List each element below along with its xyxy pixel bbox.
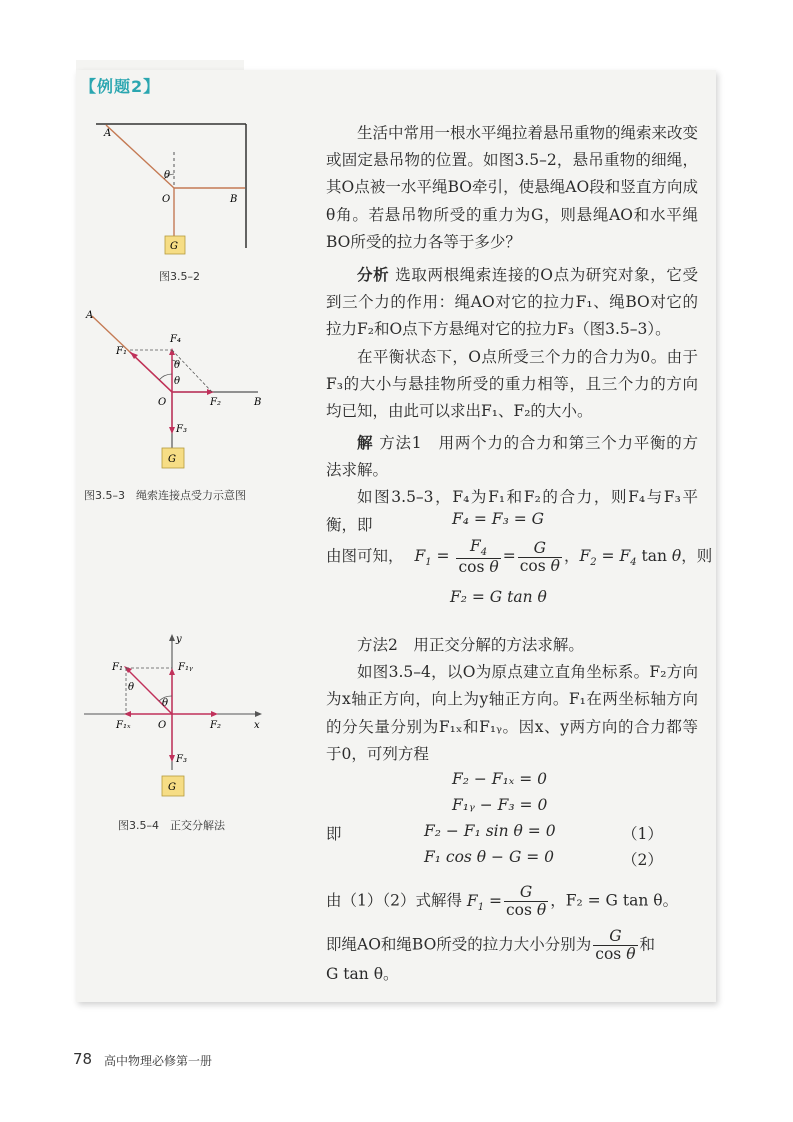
result-prefix: 由（1）（2）式解得 bbox=[326, 891, 462, 910]
label-o: O bbox=[158, 720, 167, 731]
equation-f2-gtan: F₂ = G tan θ bbox=[450, 588, 547, 606]
force-arrow-f4-head bbox=[169, 348, 175, 355]
label-f3: F₃ bbox=[176, 754, 187, 765]
force-arrow-f3-head bbox=[169, 427, 175, 434]
eq2-prefix: 由图可知， bbox=[326, 547, 404, 566]
label-f2: F₂ bbox=[210, 397, 221, 408]
label-theta: θ bbox=[162, 698, 169, 709]
figure-3-5-3-caption: 图3.5–3 绳索连接点受力示意图 bbox=[84, 489, 246, 502]
analysis-text-1: 选取两根绳索连接的O点为研究对象，它受到三个力的作用：绳AO对它的拉力F₁、绳BO对它的拉力F₂和O点下方悬绳对它的拉力F₃（图3.5–3）。 bbox=[326, 266, 698, 339]
label-f1x: F₁ₓ bbox=[116, 720, 131, 731]
label-b: B bbox=[254, 397, 262, 408]
force-arrow-f1y-head bbox=[169, 668, 175, 675]
conclusion-prefix: 即绳AO和绳BO所受的拉力大小分别为 bbox=[326, 935, 592, 954]
label-x: x bbox=[254, 720, 260, 731]
result-mid: ，F₂ = G tan θ。 bbox=[550, 891, 679, 910]
conclusion-line: 即绳AO和绳BO所受的拉力大小分别为 $\frac{G}{\text{cos θ}}$ 和 bbox=[326, 927, 656, 964]
ji-label: 即 bbox=[326, 825, 342, 843]
analysis-text-2: 在平衡状态下，O点所受三个力的合力为0。由于F₃的大小与悬挂物所受的重力相等，且三个力的方向均已知，由此可以求出F₁、F₂的大小。 bbox=[326, 347, 698, 421]
label-g: G bbox=[168, 782, 176, 793]
label-y: y bbox=[176, 634, 182, 645]
solution-method1 bbox=[326, 430, 698, 484]
label-a: A bbox=[104, 128, 112, 139]
y-axis-head bbox=[169, 634, 175, 641]
result-line: 由（1）（2）式解得 $F_1$ = $\frac{G}{\text{cos θ}}$ ，F₂ = G tan θ。 bbox=[326, 883, 679, 920]
x-axis-head bbox=[255, 711, 262, 717]
theta-arc-lower bbox=[159, 374, 172, 380]
figure-3-5-4-caption: 图3.5–4 正交分解法 bbox=[118, 819, 225, 832]
system-eq-2: F₁ᵧ − F₃ = 0 bbox=[452, 796, 548, 814]
eq2-comma: ， bbox=[563, 547, 580, 566]
label-theta-left: θ bbox=[128, 682, 135, 693]
conclusion-end: G tan θ。 bbox=[326, 965, 399, 983]
label-theta-lower: θ bbox=[174, 376, 181, 387]
analysis-keyword: 分析 bbox=[357, 266, 390, 284]
method1-line1: 如图3.5–3，F₄为F₁和F₂的合力，则F₄与F₃平衡，即 bbox=[326, 488, 698, 534]
equation-f1-f2: 由图可知， $F_1$ = $\frac{F_4}{\text{cos θ}}$ = $\frac{G}{\text{cos θ}}$ ，$F_2 = F_4$ tan θ，则 bbox=[326, 537, 713, 577]
eq2-suffix: ，则 bbox=[681, 547, 713, 566]
system-eq-1: F₂ − F₁ₓ = 0 bbox=[452, 770, 547, 788]
force-arrow-f1x-head bbox=[124, 711, 131, 717]
example-title: 【例题2】 bbox=[80, 77, 161, 96]
system-eq-3-tag: （1） bbox=[622, 825, 663, 843]
label-o: O bbox=[158, 397, 167, 408]
label-f1y: F₁ᵧ bbox=[178, 662, 193, 673]
label-theta: θ bbox=[164, 170, 171, 181]
label-g: G bbox=[170, 241, 178, 252]
label-a: A bbox=[86, 310, 94, 321]
solution-method2-block bbox=[326, 632, 698, 768]
force-arrow-f1 bbox=[130, 352, 172, 392]
figure-3-5-2-caption: 图3.5–2 bbox=[159, 270, 200, 283]
label-f1: F₁ bbox=[116, 346, 127, 357]
solution-keyword: 解 bbox=[357, 434, 374, 452]
label-f2: F₂ bbox=[210, 720, 221, 731]
force-arrow-f3-head bbox=[169, 755, 175, 762]
label-o: O bbox=[162, 194, 171, 205]
system-eq-4-tag: （2） bbox=[622, 851, 663, 869]
figure-3-5-2 bbox=[90, 116, 260, 266]
method2-line: 如图3.5–4，以O为原点建立直角坐标系。F₂方向为x轴正方向，向上为y轴正方向。F₁在两坐标轴方向的分矢量分别为F₁ₓ和F₁ᵧ。因x、y两方向的合力都等于0，可列方程 bbox=[326, 663, 698, 763]
figure-3-5-3 bbox=[84, 304, 274, 480]
figure-3-5-4 bbox=[82, 630, 268, 802]
label-f4: F₄ bbox=[170, 334, 181, 345]
page-number: 78 bbox=[73, 1050, 93, 1068]
problem-block bbox=[326, 120, 698, 256]
analysis-paragraph-1 bbox=[326, 262, 698, 344]
book-title: 高中物理必修第一册 bbox=[104, 1054, 213, 1068]
label-f3: F₃ bbox=[176, 424, 187, 435]
analysis-block bbox=[326, 262, 698, 425]
force-arrow-f2-head bbox=[211, 711, 218, 717]
problem-text: 生活中常用一根水平绳拉着悬吊重物的绳索来改变或固定悬吊物的位置。如图3.5–2，悬吊重物的细绳，其O点被一水平绳BO牵引，使悬绳AO段和竖直方向成θ角。若悬吊物所受的重力为G，则悬绳AO和水平绳BO所受的拉力各等于多少？ bbox=[326, 124, 699, 251]
label-b: B bbox=[230, 194, 238, 205]
system-eq-3: F₂ − F₁ sin θ = 0 bbox=[424, 822, 556, 840]
conclusion-and: 和 bbox=[639, 935, 656, 954]
method2-text: 方法2 用正交分解的方法求解。 bbox=[357, 636, 584, 654]
system-eq-4: F₁ cos θ − G = 0 bbox=[424, 848, 555, 866]
equation-f4-f3-g: F₄ = F₃ = G bbox=[452, 510, 545, 528]
method1-text: 方法1 用两个力的合力和第三个力平衡的方法求解。 bbox=[326, 434, 698, 480]
label-theta-upper: θ bbox=[174, 360, 181, 371]
label-f1: F₁ bbox=[112, 662, 123, 673]
label-g: G bbox=[168, 454, 176, 465]
